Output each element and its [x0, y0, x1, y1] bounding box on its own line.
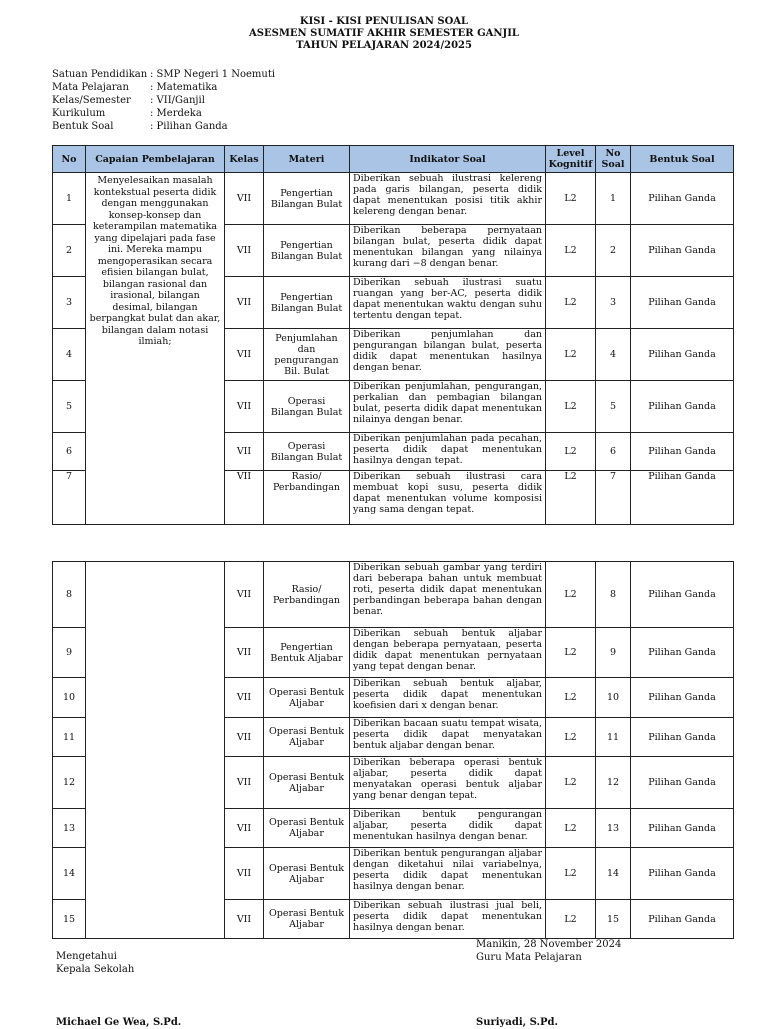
indikator-cell: Diberikan sebuah gambar yang terdiri dari beberapa bahan untuk membuat roti, peserta didik dapat menentukan perbandingan beberapa bahan dengan benar.	[350, 562, 546, 628]
document-subtitle: ASESMEN SUMATIF AKHIR SEMESTER GANJIL	[249, 28, 519, 39]
bentuk-soal-cell: Pilihan Ganda	[631, 381, 734, 433]
kelas-cell: VII	[225, 277, 264, 329]
identity-value: : SMP Negeri 1 Noemuti	[150, 69, 276, 80]
bentuk-soal-cell: Pilihan Ganda	[631, 848, 734, 900]
no-soal-cell: 1	[596, 173, 631, 225]
level-kognitif-cell: L2	[546, 471, 596, 525]
kelas-cell: VII	[225, 225, 264, 277]
bentuk-soal-cell: Pilihan Ganda	[631, 225, 734, 277]
no-soal-cell: 3	[596, 277, 631, 329]
level-kognitif-cell: L2	[546, 900, 596, 939]
indikator-cell: Diberikan sebuah ilustrasi cara membuat kopi susu, peserta didik dapat menentukan volume komposisi yang sama dengan tepat.	[350, 471, 546, 525]
identity-row	[52, 120, 275, 133]
no-soal-cell: 5	[596, 381, 631, 433]
level-kognitif-cell: L2	[546, 718, 596, 757]
indikator-cell: Diberikan sebuah ilustrasi kelereng pada garis bilangan, peserta didik dapat menentukan posisi titik akhir kelereng dengan benar.	[350, 173, 546, 225]
indikator-cell: Diberikan penjumlahan dan pengurangan bilangan bulat, peserta didik dapat menentukan hasilnya dengan benar.	[350, 329, 546, 381]
col-header-no-soal: No Soal	[596, 146, 631, 173]
row-number: 1	[53, 173, 86, 225]
row-number: 13	[53, 809, 86, 848]
level-kognitif-cell: L2	[546, 173, 596, 225]
no-soal-cell: 4	[596, 329, 631, 381]
indikator-cell: Diberikan beberapa pernyataan bilangan bulat, peserta didik dapat menentukan bilangan yang nilainya kurang dari −8 dengan benar.	[350, 225, 546, 277]
bentuk-soal-cell: Pilihan Ganda	[631, 757, 734, 809]
identity-row	[52, 81, 275, 94]
materi-cell: Pengertian Bilangan Bulat	[264, 173, 350, 225]
materi-cell: Rasio/ Perbandingan	[264, 471, 350, 525]
level-kognitif-cell: L2	[546, 678, 596, 718]
kelas-cell: VII	[225, 718, 264, 757]
kelas-cell: VII	[225, 471, 264, 525]
bentuk-soal-cell: Pilihan Ganda	[631, 471, 734, 525]
bentuk-soal-cell: Pilihan Ganda	[631, 809, 734, 848]
materi-cell: Operasi Bilangan Bulat	[264, 433, 350, 471]
identity-label: Mata Pelajaran	[52, 82, 129, 93]
signature-teacher-name: Suriyadi, S.Pd.	[476, 1017, 558, 1028]
signature-teacher-role: Guru Mata Pelajaran	[476, 952, 582, 963]
row-number: 11	[53, 718, 86, 757]
col-header-kelas: Kelas	[225, 146, 264, 173]
identity-value: : Matematika	[150, 82, 218, 93]
level-kognitif-cell: L2	[546, 809, 596, 848]
signature-principal-role: Kepala Sekolah	[56, 964, 135, 975]
indikator-cell: Diberikan sebuah ilustrasi jual beli, peserta didik dapat menentukan hasilnya dengan benar.	[350, 900, 546, 939]
indikator-cell: Diberikan bentuk pengurangan aljabar, peserta didik dapat menentukan hasilnya dengan benar.	[350, 809, 546, 848]
bentuk-soal-cell: Pilihan Ganda	[631, 329, 734, 381]
row-number: 9	[53, 628, 86, 678]
document-title: KISI - KISI PENULISAN SOAL	[299, 16, 469, 27]
no-soal-cell: 15	[596, 900, 631, 939]
kelas-cell: VII	[225, 562, 264, 628]
identity-row	[52, 94, 275, 107]
row-number: 14	[53, 848, 86, 900]
bentuk-soal-cell: Pilihan Ganda	[631, 173, 734, 225]
row-number: 5	[53, 381, 86, 433]
indikator-cell: Diberikan penjumlahan pada pecahan, peserta didik dapat menentukan hasilnya dengan tepat.	[350, 433, 546, 471]
kelas-cell: VII	[225, 628, 264, 678]
indikator-cell: Diberikan sebuah ilustrasi suatu ruangan yang ber-AC, peserta didik dapat menentukan waktu dengan suhu tertentu dengan tepat.	[350, 277, 546, 329]
materi-cell: Operasi Bentuk Aljabar	[264, 900, 350, 939]
identity-row	[52, 68, 275, 81]
materi-cell: Operasi Bentuk Aljabar	[264, 848, 350, 900]
col-header-capaian: Capaian Pembelajaran	[86, 146, 225, 173]
no-soal-cell: 6	[596, 433, 631, 471]
materi-cell: Pengertian Bilangan Bulat	[264, 225, 350, 277]
no-soal-cell: 8	[596, 562, 631, 628]
no-soal-cell: 14	[596, 848, 631, 900]
no-soal-cell: 2	[596, 225, 631, 277]
materi-cell: Penjumlahan dan pengurangan Bil. Bulat	[264, 329, 350, 381]
identity-block	[52, 68, 275, 133]
row-number: 2	[53, 225, 86, 277]
no-soal-cell: 11	[596, 718, 631, 757]
capaian-pembelajaran-cell	[86, 562, 225, 939]
row-number: 10	[53, 678, 86, 718]
materi-cell: Operasi Bentuk Aljabar	[264, 757, 350, 809]
kisi-table-page1	[52, 145, 734, 525]
indikator-cell: Diberikan bentuk pengurangan aljabar dengan diketahui nilai variabelnya, peserta didik dapat menentukan hasilnya dengan benar.	[350, 848, 546, 900]
row-number: 4	[53, 329, 86, 381]
materi-cell: Operasi Bentuk Aljabar	[264, 678, 350, 718]
materi-cell: Operasi Bentuk Aljabar	[264, 718, 350, 757]
level-kognitif-cell: L2	[546, 562, 596, 628]
level-kognitif-cell: L2	[546, 329, 596, 381]
table-row	[53, 562, 734, 628]
col-header-indikator: Indikator Soal	[350, 146, 546, 173]
table-header-row	[53, 146, 734, 173]
kisi-table-page2	[52, 561, 734, 939]
document-year: TAHUN PELAJARAN 2024/2025	[296, 40, 472, 51]
kelas-cell: VII	[225, 757, 264, 809]
indikator-cell: Diberikan bacaan suatu tempat wisata, peserta didik dapat menyatakan bentuk aljabar dengan benar.	[350, 718, 546, 757]
level-kognitif-cell: L2	[546, 225, 596, 277]
signature-acknowledge: Mengetahui	[56, 951, 117, 962]
row-number: 15	[53, 900, 86, 939]
no-soal-cell: 9	[596, 628, 631, 678]
no-soal-cell: 12	[596, 757, 631, 809]
bentuk-soal-cell: Pilihan Ganda	[631, 277, 734, 329]
bentuk-soal-cell: Pilihan Ganda	[631, 678, 734, 718]
row-number: 6	[53, 433, 86, 471]
kelas-cell: VII	[225, 433, 264, 471]
row-number: 12	[53, 757, 86, 809]
identity-row	[52, 107, 275, 120]
identity-label: Kelas/Semester	[52, 95, 131, 106]
kelas-cell: VII	[225, 329, 264, 381]
bentuk-soal-cell: Pilihan Ganda	[631, 718, 734, 757]
level-kognitif-cell: L2	[546, 848, 596, 900]
level-kognitif-cell: L2	[546, 757, 596, 809]
level-kognitif-cell: L2	[546, 381, 596, 433]
level-kognitif-cell: L2	[546, 433, 596, 471]
indikator-cell: Diberikan sebuah bentuk aljabar dengan beberapa pernyataan, peserta didik dapat menentukan pernyataan yang tepat dengan benar.	[350, 628, 546, 678]
bentuk-soal-cell: Pilihan Ganda	[631, 433, 734, 471]
kelas-cell: VII	[225, 848, 264, 900]
level-kognitif-cell: L2	[546, 277, 596, 329]
identity-value: : Merdeka	[150, 108, 202, 119]
identity-label: Bentuk Soal	[52, 121, 114, 132]
materi-cell: Pengertian Bentuk Aljabar	[264, 628, 350, 678]
row-number: 7	[53, 471, 86, 525]
bentuk-soal-cell: Pilihan Ganda	[631, 562, 734, 628]
identity-label: Satuan Pendidikan	[52, 69, 148, 80]
capaian-pembelajaran-cell: Menyelesaikan masalah kontekstual peserta didik dengan menggunakan konsep-konsep dan keterampilan matematika yang dipelajari pada fase ini. Mereka mampu mengoperasikan secara efisien bilangan bulat, bilangan rasional dan irasional, bilangan desimal, bilangan berpangkat bulat dan akar, bilangan dalam notasi ilmiah;	[86, 173, 225, 525]
materi-cell: Pengertian Bilangan Bulat	[264, 277, 350, 329]
identity-value: : Pilihan Ganda	[150, 121, 228, 132]
identity-label: Kurikulum	[52, 108, 106, 119]
no-soal-cell: 7	[596, 471, 631, 525]
col-header-level: Level Kognitif	[546, 146, 596, 173]
kelas-cell: VII	[225, 809, 264, 848]
level-kognitif-cell: L2	[546, 628, 596, 678]
signature-place-date: Manikin, 28 November 2024	[476, 939, 622, 950]
materi-cell: Operasi Bentuk Aljabar	[264, 809, 350, 848]
kelas-cell: VII	[225, 381, 264, 433]
materi-cell: Operasi Bilangan Bulat	[264, 381, 350, 433]
indikator-cell: Diberikan sebuah bentuk aljabar, peserta didik dapat menentukan koefisien dari x dengan benar.	[350, 678, 546, 718]
identity-value: : VII/Ganjil	[150, 95, 205, 106]
col-header-bentuk: Bentuk Soal	[631, 146, 734, 173]
signature-principal-name: Michael Ge Wea, S.Pd.	[56, 1017, 182, 1028]
kelas-cell: VII	[225, 173, 264, 225]
col-header-no: No	[53, 146, 86, 173]
indikator-cell: Diberikan penjumlahan, pengurangan, perkalian dan pembagian bilangan bulat, peserta didik dapat menentukan nilainya dengan benar.	[350, 381, 546, 433]
row-number: 8	[53, 562, 86, 628]
row-number: 3	[53, 277, 86, 329]
materi-cell: Rasio/ Perbandingan	[264, 562, 350, 628]
bentuk-soal-cell: Pilihan Ganda	[631, 900, 734, 939]
indikator-cell: Diberikan beberapa operasi bentuk aljabar, peserta didik dapat menyatakan operasi bentuk aljabar yang benar dengan tepat.	[350, 757, 546, 809]
no-soal-cell: 13	[596, 809, 631, 848]
table-row	[53, 173, 734, 225]
col-header-materi: Materi	[264, 146, 350, 173]
kelas-cell: VII	[225, 678, 264, 718]
no-soal-cell: 10	[596, 678, 631, 718]
bentuk-soal-cell: Pilihan Ganda	[631, 628, 734, 678]
kelas-cell: VII	[225, 900, 264, 939]
